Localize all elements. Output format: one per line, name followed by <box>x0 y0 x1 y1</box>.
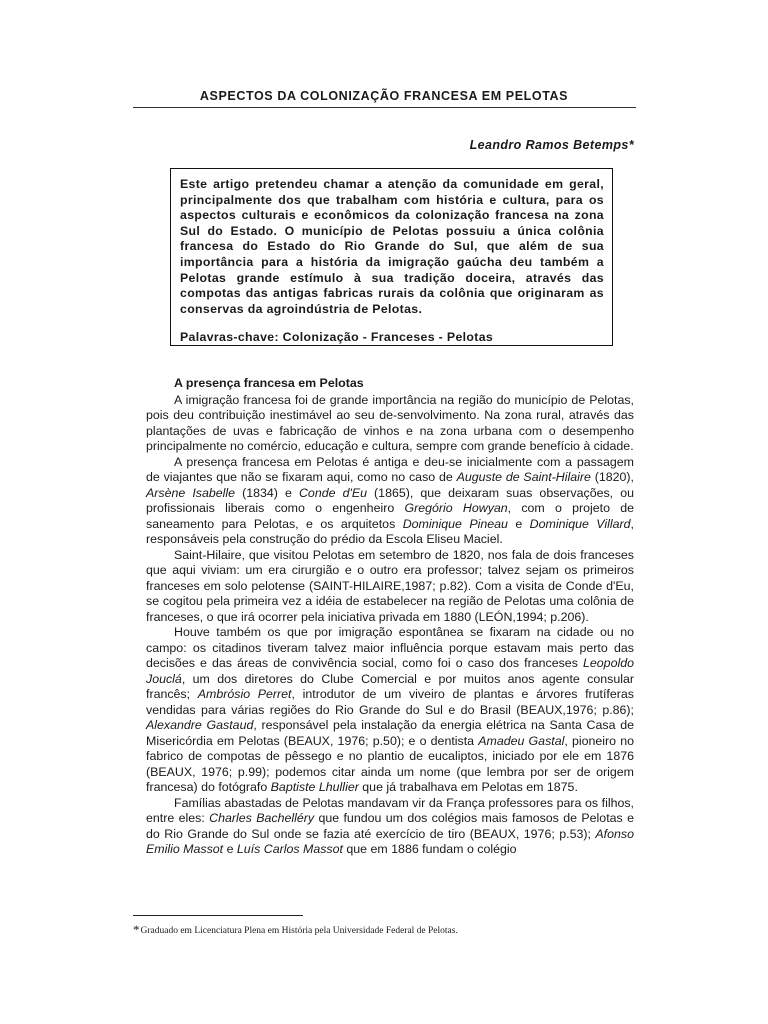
paragraph-text: que fundou um dos colégios mais famosos de Pelotas e do Rio Grande do Sul onde se fazia até exercício de tiro (BEAUX, 1976; p.53); <box>146 811 634 841</box>
italic-name: Charles Bachelléry <box>209 811 315 825</box>
footnote <box>133 922 458 938</box>
italic-name: Arsène Isabelle <box>146 485 236 500</box>
italic-name: Gregório Howyan <box>404 501 508 515</box>
body-paragraph <box>146 796 634 858</box>
paragraph-text: (1820), <box>590 470 634 484</box>
body-paragraph <box>146 548 634 626</box>
italic-name: Ambrósio Perret <box>197 687 292 701</box>
paragraph-text: e <box>507 516 530 531</box>
paragraph-text: (1865), que deixaram suas observações, ou profissionais liberais como o engenheiro <box>146 485 634 515</box>
body-paragraph <box>146 393 634 455</box>
keywords: Palavras-chave: Colonização - Franceses - Pelotas <box>180 330 494 344</box>
italic-name: Alexandre Gastaud <box>146 718 254 732</box>
paragraph-text: , um dos diretores do Clube Comercial e por muitos anos agente consular francês; <box>146 671 634 701</box>
footnote-text: Graduado em Licenciatura Plena em História pela Universidade Federal de Pelotas. <box>140 926 458 936</box>
italic-name: Afonso Emilio Massot <box>146 826 634 856</box>
italic-name: Baptiste Lhullier <box>270 780 359 794</box>
body-paragraph <box>146 455 634 548</box>
paragraph-text: , responsáveis pela construção do prédio da Escola Eliseu Maciel. <box>146 516 634 546</box>
italic-name: Dominique Pineau <box>402 516 508 531</box>
italic-name: Amadeu Gastal <box>478 733 565 748</box>
paragraph-text: , introdutor de um viveiro de plantas e árvores frutíferas vendidas para várias regiões do Rio Grande do Sul e do Brasil (BEAUX,1976; p.86); <box>146 687 634 717</box>
body-paragraph <box>146 625 634 796</box>
paragraph-text: que já trabalhava em Pelotas em 1875. <box>358 780 578 794</box>
paragraph-text: A presença francesa em Pelotas é antiga e deu-se inicialmente com a passagem de viajantes que não se fixaram aqui, como no caso de <box>146 454 634 484</box>
footnote-mark: * <box>133 922 140 937</box>
italic-name: Luís Carlos Massot <box>236 842 343 856</box>
italic-name: Auguste de Saint-Hilaire <box>456 470 591 484</box>
article-title: ASPECTOS DA COLONIZAÇÃO FRANCESA EM PELOTAS <box>199 89 569 103</box>
paragraph-list <box>146 393 634 858</box>
paragraph-text: Houve também os que por imigração espontânea se fixaram na cidade ou no campo: os citadinos tiveram talvez maior influência porque estavam mais perto das decisões e das áreas de convivência social, como foi o caso dos franceses <box>146 625 634 670</box>
paragraph-text: , com o projeto de saneamento para Pelotas, e os arquitetos <box>146 501 634 531</box>
author-name: Leandro Ramos Betemps* <box>469 138 634 152</box>
abstract-box <box>170 168 613 346</box>
paragraph-text: A imigração francesa foi de grande importância na região do município de Pelotas, pois deu contribuição inestimável ao seu de-senvolvimento. Na zona rural, através das plantações de uvas e fabricação de vinhos e na zona urbana com o desempenho principalmente no comércio, educação e cultura, sempre com grande benefício à cidade. <box>146 392 634 453</box>
footnote-separator <box>133 915 303 916</box>
italic-name: Conde d'Eu <box>298 485 367 500</box>
italic-name: Leopoldo Jouclá <box>146 656 634 686</box>
article-body <box>146 376 634 858</box>
paragraph-text: (1834) e <box>235 485 299 500</box>
abstract-text: Este artigo pretendeu chamar a atenção da comunidade em geral, principalmente dos que trabalham com história e cultura, para os aspectos culturais e econômicos da colonização francesa na zona Sul do Estado. O município de Pelotas possuiu a única colônia francesa do Estado do Rio Grande do Sul, que além de sua importância para a história da imigração gaúcha deu também a Pelotas grande estímulo à sua tradição doceira, através das compotas das antigas fabricas rurais da colônia que originaram as conservas da agroindústria de Pelotas. <box>180 177 604 316</box>
paragraph-text: que em 1886 fundam o colégio <box>342 842 517 856</box>
paragraph-text: Famílias abastadas de Pelotas mandavam vir da França professores para os filhos, entre eles: <box>146 795 634 825</box>
paragraph-text: Saint-Hilaire, que visitou Pelotas em setembro de 1820, nos fala de dois franceses que aqui viviam: um era cirurgião e o outro era professor; talvez sejam os primeiros franceses em solo pelotense (SAINT-HILAIRE,1987; p.82). Com a visita de Conde d'Eu, se cogitou pela primeira vez a idéia de estabelecer na região de Pelotas uma colônia de franceses, o que irá ocorrer pela iniciativa privada em 1880 (LEÓN,1994; p.206). <box>146 547 634 624</box>
paragraph-text: e <box>223 842 237 856</box>
section-heading: A presença francesa em Pelotas <box>174 376 364 390</box>
italic-name: Dominique Villard <box>529 516 631 531</box>
title-underline <box>133 107 636 108</box>
paragraph-text: , pioneiro no fabrico de compotas de pêssego e no plantio de eucaliptos, iniciado por ele em 1876 (BEAUX, 1976; p.99); podemos citar ainda um nome (que lembra por ser de origem francesa) do fotógrafo <box>146 733 634 794</box>
paragraph-text: , responsável pela instalação da energia elétrica na Santa Casa de Misericórdia em Pelotas (BEAUX, 1976; p.50); e o dentista <box>146 718 634 748</box>
